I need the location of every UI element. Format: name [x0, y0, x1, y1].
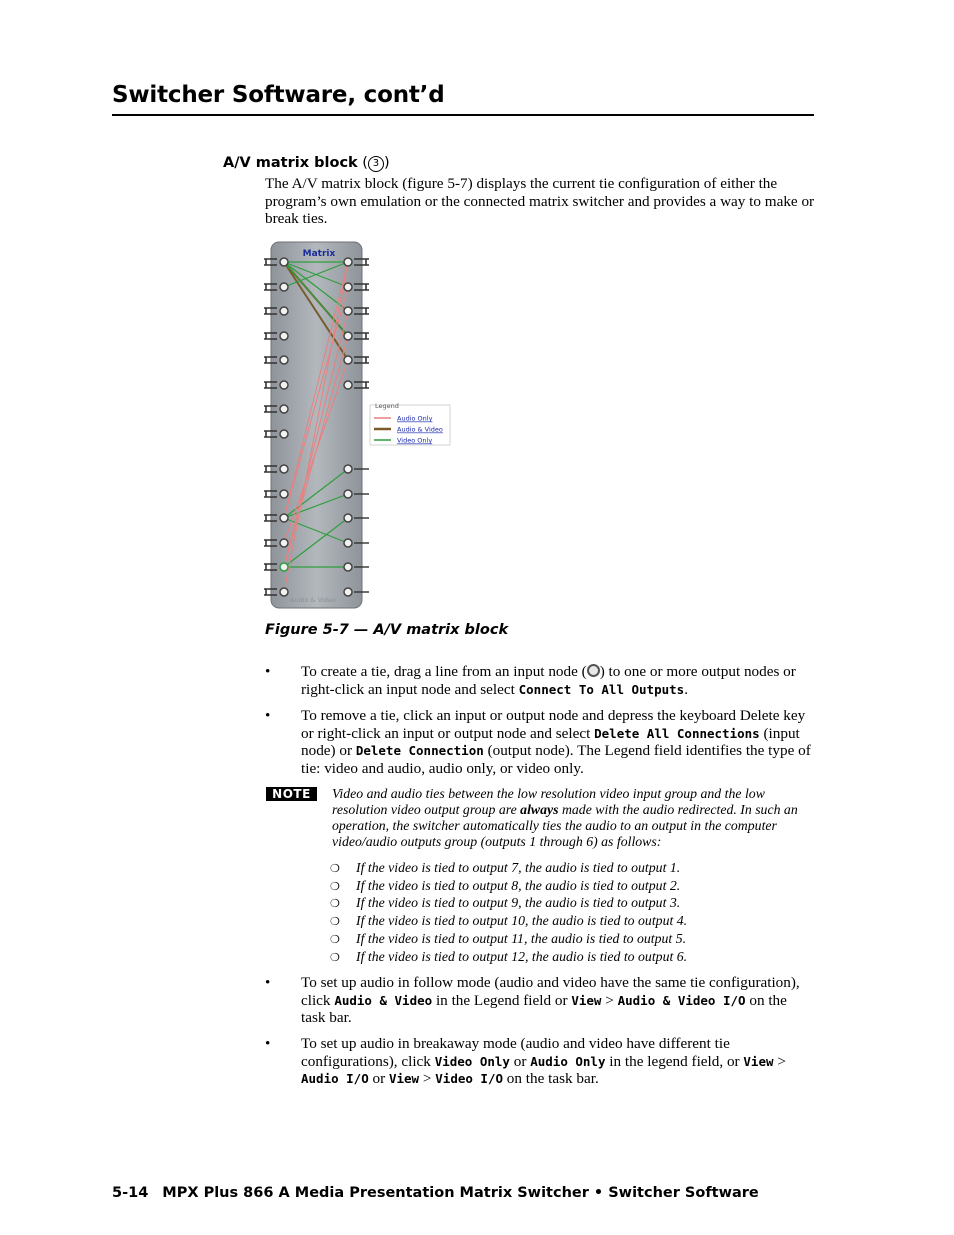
bullet-marker: •: [265, 707, 271, 724]
note-item-3: ❍ If the video is tied to output 9, the audio is tied to output 3.: [330, 895, 681, 910]
input-node[interactable]: [280, 283, 288, 291]
circled-number: 3: [368, 156, 384, 172]
cmd-audio-io: Audio I/O: [301, 1071, 369, 1087]
cmd-audio-video-io: Audio & Video I/O: [617, 992, 746, 1008]
note-item-5: ❍ If the video is tied to output 11, the audio is tied to output 5.: [330, 931, 687, 946]
output-node[interactable]: [344, 514, 352, 522]
bullet-marker: •: [265, 974, 271, 991]
cmd-connect-all: Connect To All Outputs: [518, 681, 685, 697]
section-heading: A/V matrix block ( 3 ): [223, 155, 390, 171]
input-node[interactable]: [280, 381, 288, 389]
output-node[interactable]: [344, 588, 352, 596]
title-rule: [112, 114, 814, 116]
output-node[interactable]: [344, 283, 352, 291]
input-node[interactable]: [280, 490, 288, 498]
cmd-view: View: [571, 992, 602, 1008]
output-node[interactable]: [344, 356, 352, 364]
input-node[interactable]: [280, 405, 288, 413]
page-number: 5-14: [112, 1185, 149, 1201]
output-node[interactable]: [344, 539, 352, 547]
legend-item[interactable]: Audio & Video: [397, 425, 443, 434]
input-node[interactable]: [280, 258, 288, 266]
input-node-icon: [587, 664, 600, 677]
bullet-follow-mode: • To set up audio in follow mode (audio and video have the same tie configuration), click Audio & Video in the Legend field or View > Audio & Video I/O on the task bar.: [265, 974, 800, 1027]
bullet-create-tie: • To create a tie, drag a line from an input node ( ) to one or more output nodes or right-click an input node and select Connect To All Outputs.: [265, 663, 796, 698]
legend-title: Legend: [375, 402, 399, 410]
legend-item[interactable]: Audio Only: [397, 414, 433, 423]
output-node[interactable]: [344, 307, 352, 315]
output-node[interactable]: [344, 332, 352, 340]
output-node[interactable]: [344, 490, 352, 498]
note-item-6: ❍ If the video is tied to output 12, the audio is tied to output 6.: [330, 949, 688, 964]
bullet-breakaway-mode: • To set up audio in breakaway mode (audio and video have different tie configurations), click Video Only or Audio Only in the legend field, or View > Audio I/O or View > Video I/O on the task bar.: [265, 1035, 786, 1088]
input-node[interactable]: [280, 332, 288, 340]
cmd-video-io: Video I/O: [435, 1071, 503, 1087]
output-node[interactable]: [344, 381, 352, 389]
cmd-audio-video: Audio & Video: [334, 992, 433, 1008]
input-node[interactable]: [280, 465, 288, 473]
input-node[interactable]: [280, 307, 288, 315]
cmd-delete-connection: Delete Connection: [355, 743, 484, 759]
cmd-view: View: [388, 1071, 420, 1087]
note-item-1: ❍ If the video is tied to output 7, the audio is tied to output 1.: [330, 860, 681, 875]
input-node[interactable]: [280, 588, 288, 596]
matrix-panel-title: Matrix: [302, 249, 336, 259]
intro-paragraph: The A/V matrix block (figure 5-7) displays the current tie configuration of either the program’s own emulation or the connected matrix switcher and provides a way to make or break ties.: [265, 175, 815, 228]
figure-caption: Figure 5-7 — A/V matrix block: [265, 622, 509, 638]
input-node[interactable]: [280, 430, 288, 438]
av-matrix-figure: [262, 238, 458, 612]
output-node[interactable]: [344, 465, 352, 473]
cmd-view: View: [743, 1053, 774, 1069]
input-node[interactable]: [280, 539, 288, 547]
bullet-marker: •: [265, 1035, 271, 1052]
input-node[interactable]: [280, 563, 288, 571]
legend-box: [370, 402, 450, 445]
note-emphasis: always: [520, 801, 559, 817]
page-title: Switcher Software, cont’d: [112, 82, 445, 108]
legend-item[interactable]: Video Only: [397, 436, 433, 445]
output-node[interactable]: [344, 258, 352, 266]
section-heading-text: A/V matrix block: [223, 155, 358, 171]
bullet-marker: •: [265, 663, 271, 680]
note-text: Video and audio ties between the low resolution video input group and the low resolution video output group are always made with the audio redirected. In such an operation, the switcher automatically ties the audio to an output in the computer video/audio outputs group (outputs 1 through 6) as follows:: [332, 786, 798, 849]
note-badge: NOTE: [266, 787, 317, 801]
footer-text: MPX Plus 866 A Media Presentation Matrix Switcher • Switcher Software: [162, 1185, 759, 1201]
matrix-panel-footer: Audio & Video: [290, 596, 336, 604]
bullet-remove-tie: • To remove a tie, click an input or output node and depress the keyboard Delete key or right-click an input or output node and select Delete All Connections (input node) or Delete Connection (output node). The Legend field identifies the type of tie: video and audio, audio only, or video only.: [265, 707, 811, 778]
output-node[interactable]: [344, 563, 352, 571]
note-item-2: ❍ If the video is tied to output 8, the audio is tied to output 2.: [330, 878, 681, 893]
cmd-delete-all: Delete All Connections: [594, 725, 760, 741]
input-node[interactable]: [280, 514, 288, 522]
cmd-audio-only: Audio Only: [530, 1053, 606, 1069]
page-footer: [112, 1185, 759, 1201]
cmd-video-only: Video Only: [434, 1053, 510, 1069]
note-item-4: ❍ If the video is tied to output 10, the audio is tied to output 4.: [330, 913, 688, 928]
input-node[interactable]: [280, 356, 288, 364]
